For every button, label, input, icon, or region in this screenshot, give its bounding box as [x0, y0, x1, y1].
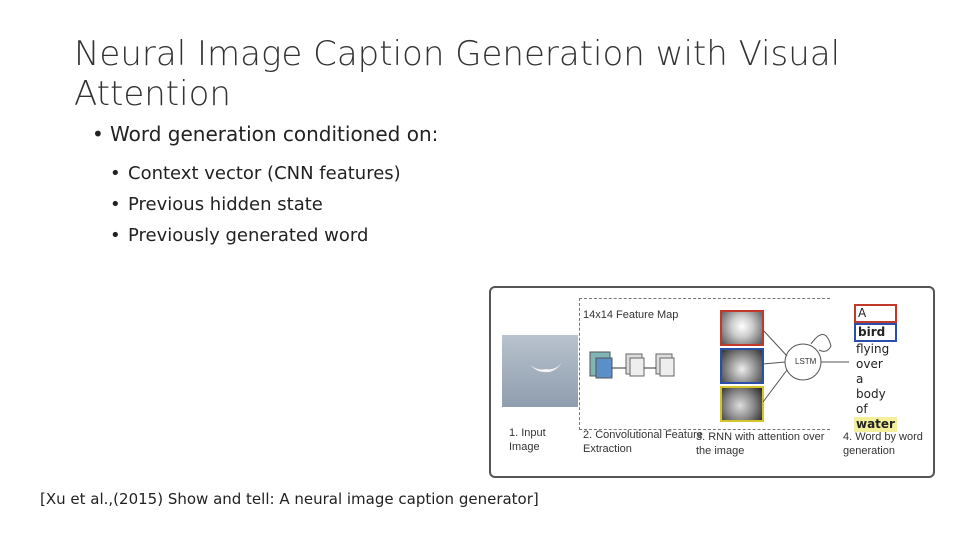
- caption-word: a: [856, 372, 864, 386]
- attention-map-bird: [720, 348, 764, 384]
- step-4-label: 4. Word by word generation: [843, 431, 923, 457]
- attention-map-water: [720, 386, 764, 422]
- bullet-dot-icon: •: [110, 163, 121, 184]
- sub-bullet-text: Previous hidden state: [128, 194, 323, 215]
- feature-map-label: 14x14 Feature Map: [583, 309, 679, 321]
- bullet-dot-icon: •: [110, 194, 121, 215]
- caption-word: A: [854, 304, 897, 323]
- caption-word: over: [856, 357, 883, 371]
- sub-bullet-item: [110, 220, 438, 251]
- caption-word: water: [856, 417, 895, 431]
- bullet-main: [92, 122, 438, 146]
- lstm-label: LSTM: [795, 357, 817, 366]
- sub-bullet-text: Previously generated word: [128, 225, 369, 246]
- caption-model-figure: [489, 286, 935, 478]
- sub-bullet-list: [110, 158, 438, 251]
- bullet-dot-icon: •: [92, 122, 104, 146]
- step-1-label: 1. Input Image: [509, 427, 546, 453]
- bullet-dot-icon: •: [110, 225, 121, 246]
- step-3-label: 3. RNN with attention over the image: [696, 431, 825, 457]
- attention-map-a: [720, 310, 764, 346]
- caption-word: of: [856, 402, 868, 416]
- caption-word: bird: [854, 323, 897, 342]
- input-image: [502, 335, 578, 407]
- step-2-label: 2. Convolutional Feature Extraction: [583, 429, 703, 455]
- sub-bullet-item: [110, 158, 438, 189]
- bullet-list: [92, 122, 438, 251]
- caption-word: body: [856, 387, 886, 401]
- slide-title: Neural Image Caption Generation with Visual Attention: [74, 34, 841, 114]
- cnn-layers-icon: [586, 346, 686, 386]
- bird-icon: [528, 361, 564, 375]
- sub-bullet-text: Context vector (CNN features): [128, 163, 401, 184]
- citation: [Xu et al.,(2015) Show and tell: A neural image caption generator]: [40, 490, 539, 508]
- bullet-main-text: Word generation conditioned on:: [110, 122, 439, 146]
- caption-word-list: [854, 304, 897, 432]
- lstm-arrows: [761, 318, 851, 418]
- caption-word: flying: [856, 342, 890, 356]
- sub-bullet-item: [110, 189, 438, 220]
